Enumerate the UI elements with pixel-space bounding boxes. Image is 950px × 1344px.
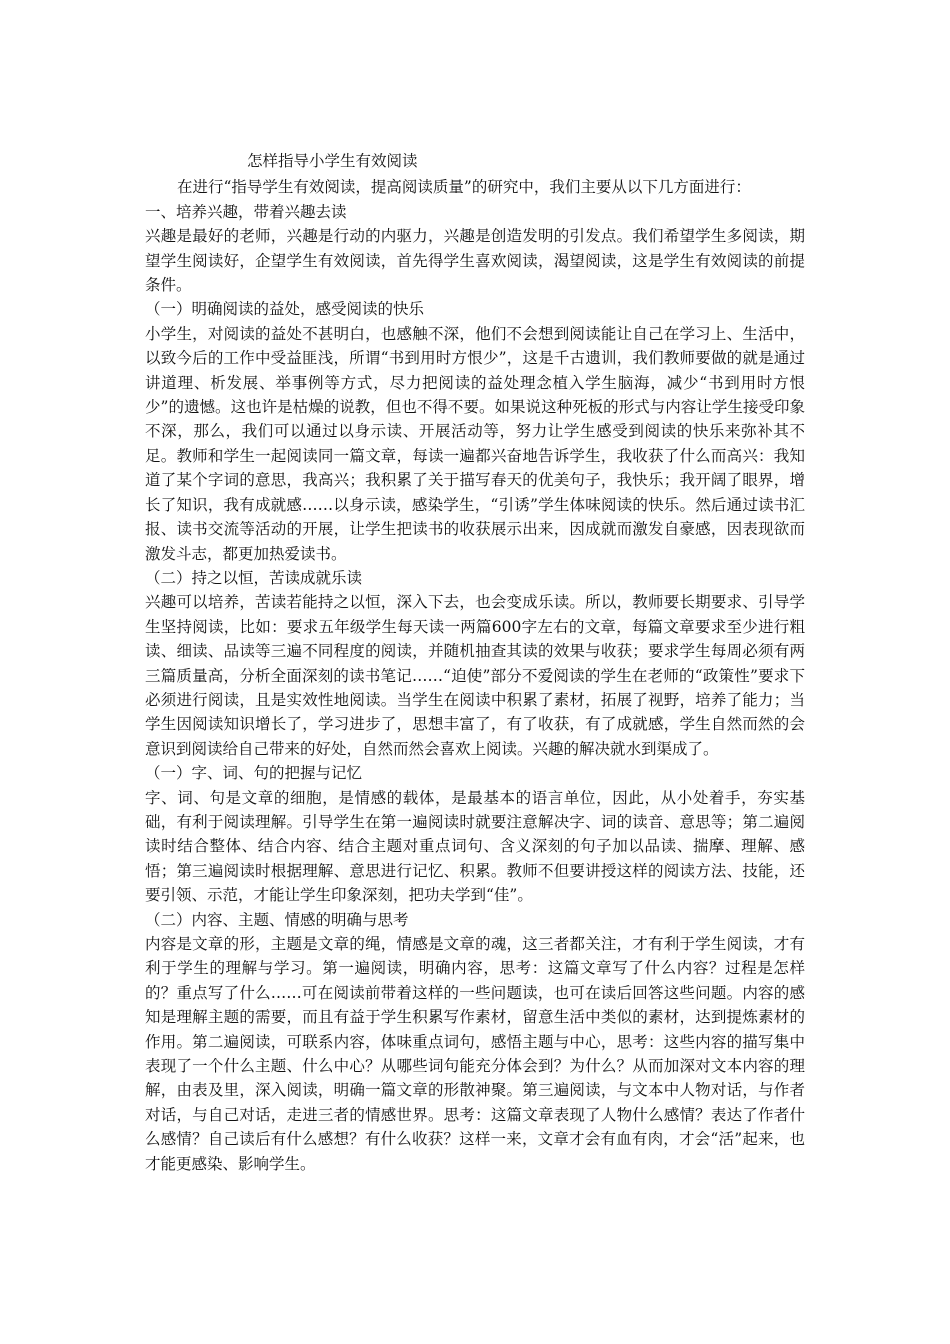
document-title: 怎样指导小学生有效阅读 <box>247 152 418 170</box>
paragraph-persistence: 兴趣可以培养，苦读若能持之以恒，深入下去，也会变成乐读。所以，教师要长期要求、引导学生坚持阅读，比如：要求五年级学生每天读一两篇600字左右的文章，每篇文章要求至少进行粗读、细读、品读等三遍不同程度的阅读，并随机抽查其读的效果与收获；要求学生每周必须有两三篇质量高，分析全面深刻的读书笔记……“迫使”部分不爱阅读的学生在老师的“政策性”要求下必须进行阅读，且是实效性地阅读。当学生在阅读中积累了素材，拓展了视野，培养了能力；当学生因阅读知识增长了，学习进步了，思想丰富了，有了收获，有了成就感，学生自然而然的会意识到阅读给自己带来的好处，自然而然会喜欢上阅读。兴趣的解决就水到渠成了。 <box>145 593 805 758</box>
paragraph-words-sentences: 字、词、句是文章的细胞，是情感的载体，是最基本的语言单位，因此，从小处着手，夯实基础，有利于阅读理解。引导学生在第一遍阅读时就要注意解决字、词的读音、意思等；第二遍阅读时结合整体、结合内容、结合主题对重点词句、含义深刻的句子加以品读、揣摩、理解、感悟；第三遍阅读时根据理解、意思进行记忆、积累。教师不但要讲授这样的阅读方法、技能，还要引领、示范，才能让学生印象深刻，把功夫学到“佳”。 <box>145 788 805 905</box>
paragraph-benefits: 小学生，对阅读的益处不甚明白，也感触不深，他们不会想到阅读能让自己在学习上、生活中，以致今后的工作中受益匪浅，所谓“书到用时方恨少”，这是千古遗训，我们教师要做的就是通过讲道理、析发展、举事例等方式，尽力把阅读的益处理念植入学生脑海，减少“书到用时方恨少”的遗憾。这也许是枯燥的说教，但也不得不要。如果说这种死板的形式与内容让学生接受印象不深，那么，我们可以通过以身示读、开展活动等，努力让学生感受到阅读的快乐来弥补其不足。教师和学生一起阅读同一篇文章，每读一遍都兴奋地告诉学生，我收获了什么而高兴：我知道了某个字词的意思，我高兴；我积累了关于描写春天的优美句子，我快乐；我开阔了眼界，增长了知识，我有成就感……以身示读，感染学生，“引诱”学生体味阅读的快乐。然后通过读书汇报、读书交流等活动的开展，让学生把读书的收获展示出来，因成就而激发自豪感，因表现欲而激发斗志，都更加热爱读书。 <box>145 324 805 563</box>
subheading-persistence: （二）持之以恒，苦读成就乐读 <box>145 568 363 587</box>
section-heading-interest: 一、培养兴趣，带着兴趣去读 <box>145 202 347 221</box>
intro-paragraph: 在进行“指导学生有效阅读，提高阅读质量”的研究中，我们主要从以下几方面进行： <box>177 178 751 197</box>
subheading-benefits: （一）明确阅读的益处，感受阅读的快乐 <box>145 300 425 319</box>
paragraph-content-theme-emotion: 内容是文章的形，主题是文章的绳，情感是文章的魂，这三者都关注，才有利于学生阅读，才有利于学生的理解与学习。第一遍阅读，明确内容，思考：这篇文章写了什么内容？过程是怎样的？重点写了什么……可在阅读前带着这样的一些问题读，也可在读后回答这些问题。内容的感知是理解主题的需要，而且有益于学生积累写作素材，留意生活中类似的素材，达到提炼素材的作用。第二遍阅读，可联系内容，体味重点词句，感悟主题与中心，思考：这些内容的描写集中表现了一个什么主题、什么中心？从哪些词句能充分体会到？为什么？从而加深对文本内容的理解，由表及里，深入阅读，明确一篇文章的形散神聚。第三遍阅读，与文本中人物对话，与作者对话，与自己对话，走进三者的情感世界。思考：这篇文章表现了人物什么感情？表达了作者什么感情？自己读后有什么感想？有什么收获？这样一来，文章才会有血有肉，才会“活”起来，也才能更感染、影响学生。 <box>145 935 805 1173</box>
paragraph-interest-importance: 兴趣是最好的老师，兴趣是行动的内驱力，兴趣是创造发明的引发点。我们希望学生多阅读，期望学生阅读好，企望学生有效阅读，首先得学生喜欢阅读，渴望阅读，这是学生有效阅读的前提条件。 <box>145 227 805 295</box>
subheading-content-theme-emotion: （二）内容、主题、情感的明确与思考 <box>145 910 409 929</box>
subheading-words-sentences: （一）字、词、句的把握与记忆 <box>145 764 363 783</box>
document-page <box>145 149 805 1176</box>
